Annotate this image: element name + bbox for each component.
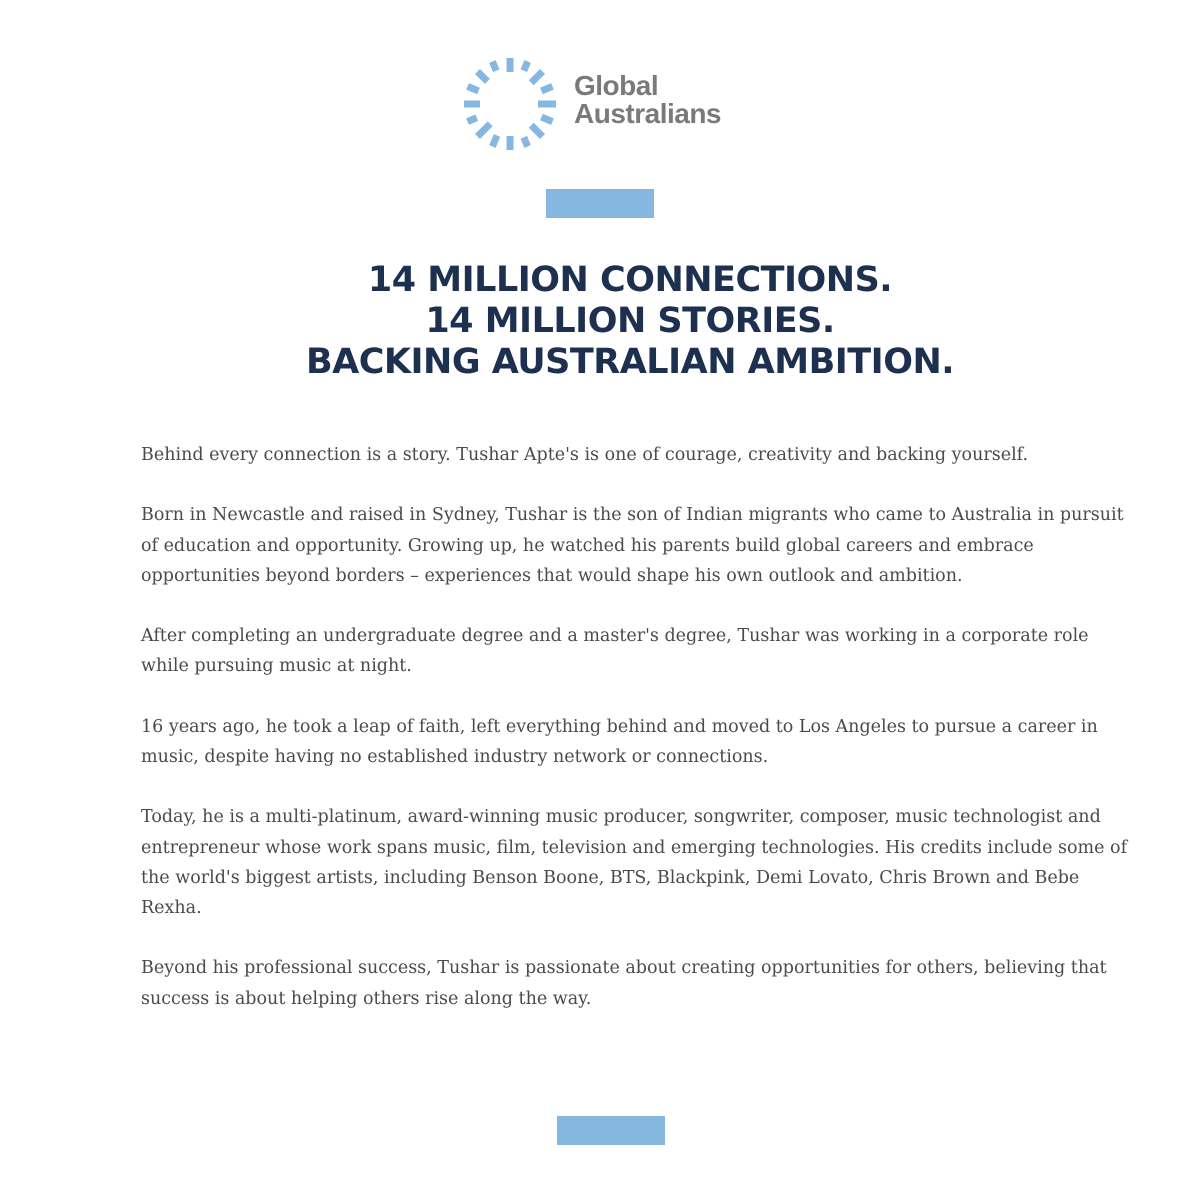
logo-ray [464, 101, 480, 108]
paragraph-career: Today, he is a multi-platinum, award-winning music producer, songwriter, composer, music technologist and entrepreneur whose work spans music, film, television and emerging technologies. His credits include some of the world's biggest artists, including Benson Boone, BTS, Blackpink, Demi Lovato, Chris Brown and Bebe Rexha. [141, 807, 1128, 918]
logo-ray [475, 121, 493, 139]
logo-ray [521, 136, 531, 148]
logo-ray [466, 115, 478, 125]
accent-bar-bottom [557, 1116, 665, 1145]
logo-ray [489, 60, 499, 72]
logo-ray [529, 123, 545, 139]
logo-ray [538, 101, 556, 108]
headline-line-2: 14 MILLION STORIES. [425, 301, 835, 341]
headline [230, 260, 1030, 383]
logo-wordmark [574, 72, 721, 128]
logo-line-australians: Australians [574, 98, 721, 129]
headline-line-3: BACKING AUSTRALIAN AMBITION. [305, 342, 955, 382]
logo-ray [466, 83, 480, 94]
headline-line-1: 14 MILLION CONNECTIONS. [367, 260, 893, 300]
paragraph-education: After completing an undergraduate degree and a master's degree, Tushar was working in a corporate role while pursuing music at night. [141, 626, 1089, 677]
logo-ray [529, 69, 545, 85]
logo-ray [540, 114, 554, 125]
paragraph-giving-back: Beyond his professional success, Tushar is passionate about creating opportunities for others, believing that success is about helping others rise along the way. [141, 958, 1107, 1009]
logo-ray [521, 60, 531, 72]
logo-ray [489, 134, 500, 148]
logo-ray [540, 83, 554, 94]
global-australians-logo [462, 56, 752, 152]
logo-ray [507, 136, 514, 150]
story-body [141, 440, 1131, 1044]
paragraph-move: 16 years ago, he took a leap of faith, left everything behind and moved to Los Angeles to pursue a career in music, despite having no established industry network or connections. [141, 716, 1098, 767]
logo-ray [475, 69, 490, 84]
logo-ray [507, 58, 514, 72]
logo-line-global: Global [574, 70, 659, 101]
paragraph-intro: Behind every connection is a story. Tushar Apte's is one of courage, creativity and backing yourself. [141, 445, 1029, 465]
sunburst-logo-icon [462, 56, 558, 152]
accent-bar-top [546, 189, 654, 218]
paragraph-background: Born in Newcastle and raised in Sydney, Tushar is the son of Indian migrants who came to Australia in pursuit of education and opportunity. Growing up, he watched his parents build global careers and embrace opportunities beyond borders – experiences that would shape his own outlook and ambition. [141, 505, 1124, 586]
